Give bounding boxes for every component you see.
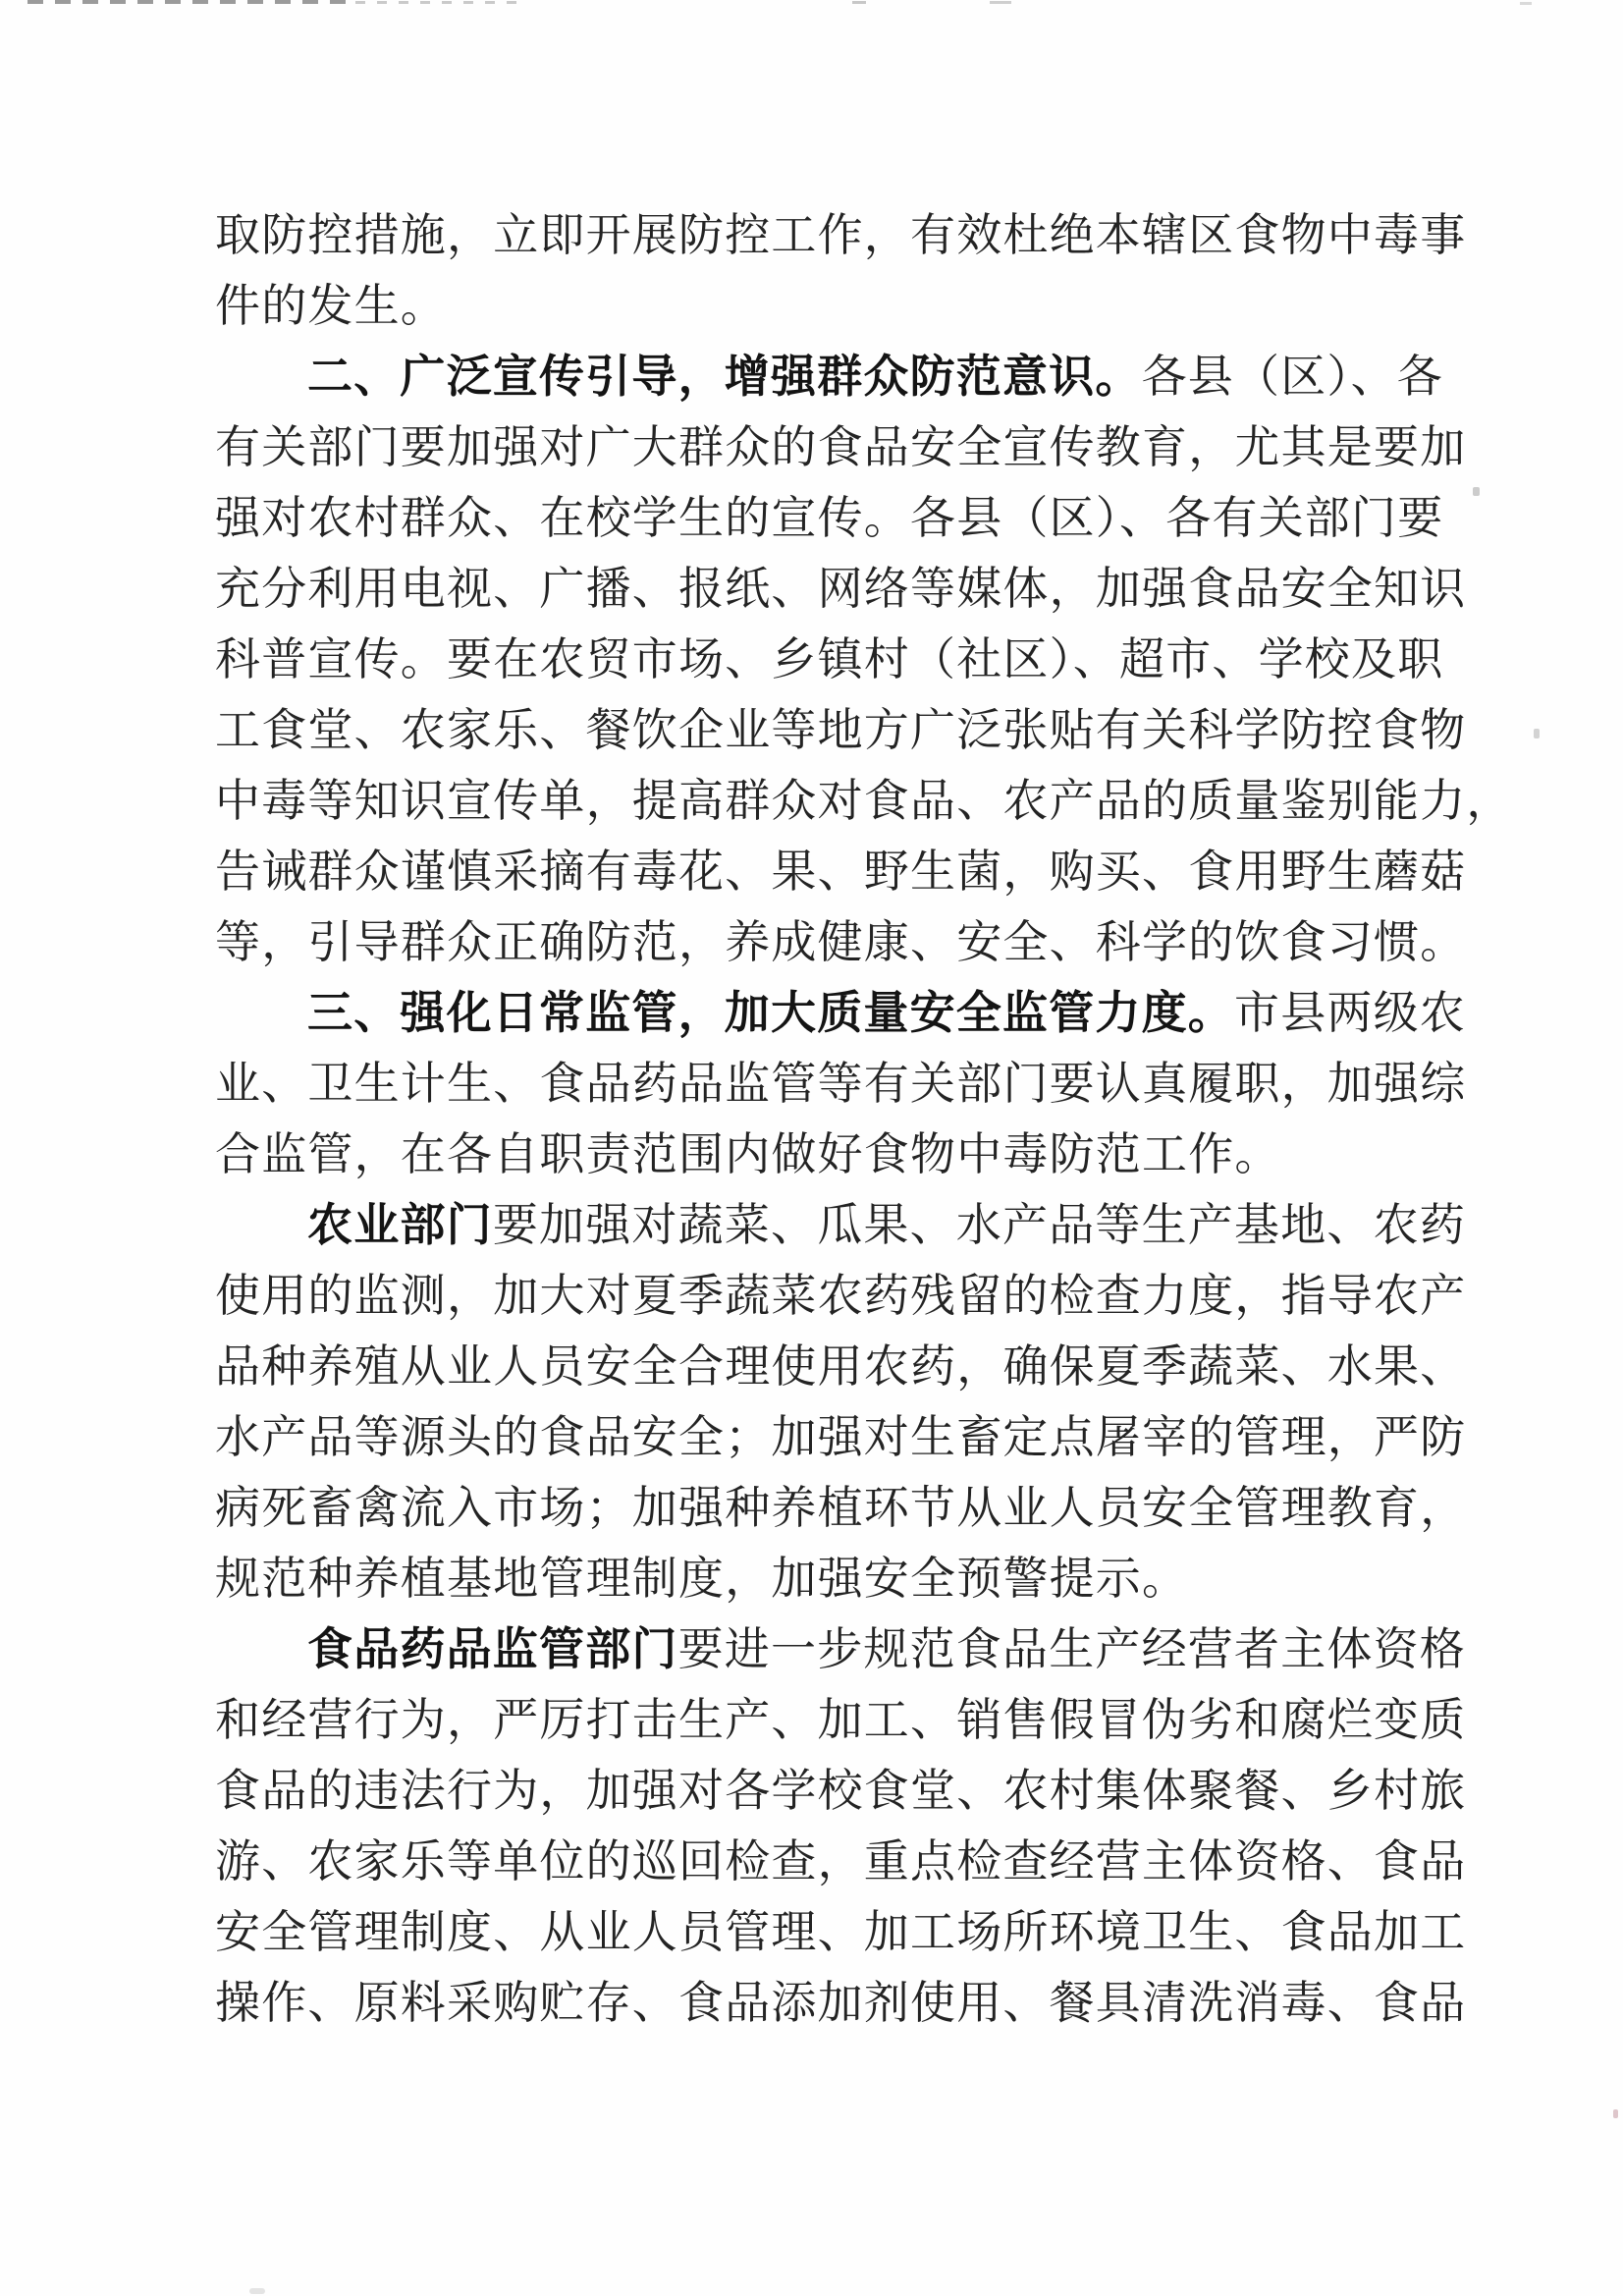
text-line (215, 485, 1452, 556)
line-text-segment: 市县两级农 (1234, 988, 1466, 1038)
text-line (215, 839, 1467, 909)
text-line (215, 1263, 1467, 1334)
line-text-segment: 中毒等知识宣传单，提高群众对食品、农产品的质量鉴别能力， (215, 776, 1513, 826)
text-line (215, 1758, 1467, 1829)
line-text-segment: 件的发生。 (215, 281, 447, 331)
text-line (215, 273, 1452, 344)
text-line (215, 344, 1452, 414)
text-line (215, 414, 1467, 485)
scan-artifact-speck (1613, 2109, 1618, 2118)
line-text-segment: 各县（区）、各 (1141, 352, 1444, 402)
text-line (215, 1829, 1467, 1899)
line-text-segment: 水产品等源头的食品安全；加强对生畜定点屠宰的管理，严防 (215, 1412, 1467, 1462)
scan-artifact-speck (990, 1, 1011, 4)
text-line (215, 1546, 1452, 1616)
scan-artifact-dashed-line (27, 0, 352, 4)
text-line (215, 1192, 1467, 1263)
line-text-segment: 安全管理制度、从业人员管理、加工场所环境卫生、食品加工 (215, 1907, 1467, 1957)
line-text-segment: 食品的违法行为，加强对各学校食堂、农村集体聚餐、乡村旅 (215, 1766, 1467, 1816)
line-bold-segment: 三、强化日常监管，加大质量安全监管力度。 (307, 987, 1234, 1038)
line-text-segment: 病死畜禽流入市场；加强种养植环节从业人员安全管理教育， (215, 1483, 1467, 1533)
line-text-segment: 强对农村群众、在校学生的宣传。各县（区）、各有关部门要 (215, 493, 1444, 543)
text-line (215, 1404, 1467, 1475)
scan-artifact-dashed-line (355, 1, 527, 4)
line-text-segment: 使用的监测，加大对夏季蔬菜农药残留的检查力度，指导农产 (215, 1271, 1467, 1321)
text-line (215, 1687, 1467, 1758)
text-line (215, 1970, 1467, 2041)
text-line (215, 980, 1466, 1051)
line-text-segment: 等，引导群众正确防范，养成健康、安全、科学的饮食习惯。 (215, 917, 1467, 967)
line-text-segment: 工食堂、农家乐、餐饮企业等地方广泛张贴有关科学防控食物 (215, 705, 1467, 755)
line-bold-segment: 食品药品监管部门 (307, 1623, 678, 1674)
line-text-segment: 有关部门要加强对广大群众的食品安全宣传教育，尤其是要加 (215, 422, 1467, 472)
text-line (215, 202, 1467, 273)
scan-artifact-speck (1520, 2, 1532, 5)
line-text-segment: 合监管，在各自职责范围内做好食物中毒防范工作。 (215, 1129, 1281, 1179)
line-text-segment: 业、卫生计生、食品药品监管等有关部门要认真履职，加强综 (215, 1059, 1467, 1109)
text-line (215, 627, 1452, 697)
text-line (215, 556, 1467, 627)
scan-artifact-speck (852, 1, 866, 4)
line-bold-segment: 二、广泛宣传引导，增强群众防范意识。 (307, 351, 1142, 402)
text-line (215, 697, 1467, 768)
scan-artifact-speck (249, 2288, 265, 2294)
text-line (215, 1616, 1467, 1687)
line-text-segment: 和经营行为，严厉打击生产、加工、销售假冒伪劣和腐烂变质 (215, 1695, 1467, 1745)
line-text-segment: 操作、原料采购贮存、食品添加剂使用、餐具清洗消毒、食品 (215, 1978, 1467, 2028)
line-text-segment: 规范种养植基地管理制度，加强安全预警提示。 (215, 1554, 1189, 1604)
text-line (215, 768, 1513, 839)
text-line (215, 909, 1467, 980)
line-text-segment: 告诫群众谨慎采摘有毒花、果、野生菌，购买、食用野生蘑菇 (215, 847, 1467, 897)
line-text-segment: 品种养殖从业人员安全合理使用农药，确保夏季蔬菜、水果、 (215, 1341, 1467, 1392)
line-text-segment: 游、农家乐等单位的巡回检查，重点检查经营主体资格、食品 (215, 1836, 1467, 1886)
document-body (215, 202, 1513, 2041)
scan-artifact-speck (1534, 729, 1540, 738)
line-text-segment: 科普宣传。要在农贸市场、乡镇村（社区）、超市、学校及职 (215, 634, 1444, 684)
text-line (215, 1334, 1467, 1404)
line-bold-segment: 农业部门 (307, 1199, 493, 1250)
line-text-segment: 要加强对蔬菜、瓜果、水产品等生产基地、农药 (492, 1200, 1467, 1250)
text-line (215, 1121, 1452, 1192)
text-line (215, 1475, 1467, 1546)
line-text-segment: 取防控措施，立即开展防控工作，有效杜绝本辖区食物中毒事 (215, 210, 1467, 260)
line-text-segment: 要进一步规范食品生产经营者主体资格 (677, 1624, 1467, 1674)
text-line (215, 1051, 1467, 1121)
line-text-segment: 充分利用电视、广播、报纸、网络等媒体，加强食品安全知识 (215, 564, 1467, 614)
text-line (215, 1899, 1467, 1970)
scan-artifact-speck (1473, 487, 1480, 496)
